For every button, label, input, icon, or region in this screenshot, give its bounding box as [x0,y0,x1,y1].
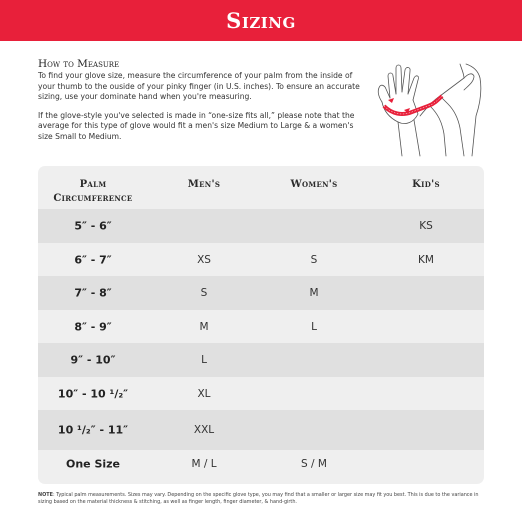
palm-size: 8″ - 9″ [74,320,112,333]
table-row [38,310,484,343]
table-row [38,377,484,410]
size-chart-table [38,166,484,484]
page-title: Sizing [226,8,296,33]
mens-size: XS [197,253,211,266]
header-mens: Men's [187,179,221,190]
palm-size: One Size [65,457,121,471]
table-row [38,276,484,310]
palm-size: 10″ - 10 ¹/₂″ [57,387,129,400]
table-row [38,450,484,478]
note-label: NOTE [38,492,53,498]
header-palm-line1: Palm [79,179,107,190]
kids-size: KM [418,253,434,266]
palm-size: 9″ - 10″ [70,353,116,367]
header-womens: Women's [290,179,338,190]
mens-size: S [200,287,208,299]
table-row [38,343,484,377]
header-banner [0,0,522,41]
mens-size: M / L [191,458,217,470]
sizing-note [38,492,488,506]
palm-size: 5″ - 6″ [74,219,112,233]
mens-size: L [201,354,207,366]
hand-measuring-illustration [368,56,490,158]
table-row [38,209,484,243]
table-row [38,243,484,276]
measure-paragraph: To find your glove size, measure the circumference of your palm from the inside of your thumb to the ouside of your pinky finger (in U.S. inches). To ensure an accurate sizing, use your dominate hand when you're measuring. [38,71,360,102]
mens-size: M [199,320,209,333]
how-to-measure-heading: How to Measure [38,58,120,70]
header-palm-line2: Circumference [53,193,133,204]
mens-size: XL [197,387,211,400]
mens-size: XXL [193,424,215,436]
header-kids: Kid's [412,179,440,190]
womens-size: S / M [301,458,327,470]
palm-size: 6″ - 7″ [74,253,112,266]
table-row [38,410,484,450]
measure-instructions [38,58,368,143]
kids-size: KS [419,220,433,232]
womens-size: M [309,287,319,299]
note-text: : Typical palm measurements. Sizes may vary. Depending on the specific glove type, you may find that a smaller or larger size may fit you best. This is due to the variance in sizing based on the material thickness & stitching, as well as finger length, finger diameter, & hand-girth. [38,492,479,505]
palm-size: 7″ - 8″ [74,286,112,300]
one-size-paragraph: If the glove-style you've selected is made in “one-size fits all,” please note that the average for this type of glove would fit a men's size Medium to Large & a women's size Small to Medium. [38,110,355,141]
header-palm-circumference [38,178,148,206]
womens-size: S [310,253,318,266]
womens-size: L [311,320,317,333]
palm-size: 10 ¹/₂″ - 11″ [57,423,129,437]
